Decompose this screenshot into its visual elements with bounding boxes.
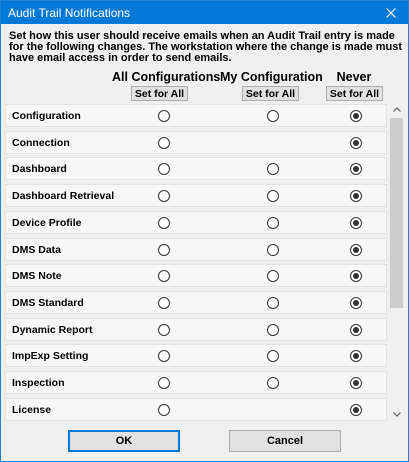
list-item bbox=[5, 104, 387, 127]
chevron-down-icon bbox=[393, 412, 401, 417]
column-header-never: Never bbox=[336, 70, 372, 84]
row-label: Inspection bbox=[12, 377, 65, 389]
row-label: Configuration bbox=[12, 110, 81, 122]
radio-all-configurations[interactable] bbox=[158, 163, 170, 175]
radio-never[interactable] bbox=[350, 190, 362, 202]
radio-never[interactable] bbox=[350, 244, 362, 256]
list-item bbox=[5, 184, 387, 207]
list-item bbox=[5, 238, 387, 261]
radio-my-configuration[interactable] bbox=[267, 190, 279, 202]
row-label: Dashboard bbox=[12, 163, 67, 176]
scroll-down-button[interactable] bbox=[388, 406, 405, 423]
row-label: Dynamic Report bbox=[12, 323, 93, 336]
list-item bbox=[5, 264, 387, 287]
list-item bbox=[5, 318, 387, 341]
radio-all-configurations[interactable] bbox=[158, 324, 170, 336]
scroll-up-button[interactable] bbox=[388, 101, 405, 118]
scroll-thumb[interactable] bbox=[390, 118, 403, 308]
radio-never[interactable] bbox=[350, 324, 362, 336]
radio-never[interactable] bbox=[350, 217, 362, 229]
radio-all-configurations[interactable] bbox=[158, 377, 170, 389]
radio-never[interactable] bbox=[350, 377, 362, 389]
list-item bbox=[5, 344, 387, 367]
radio-all-configurations[interactable] bbox=[158, 297, 170, 309]
radio-my-configuration[interactable] bbox=[267, 377, 279, 389]
radio-all-configurations[interactable] bbox=[158, 270, 170, 282]
list-item bbox=[5, 131, 387, 154]
radio-all-configurations[interactable] bbox=[158, 110, 170, 122]
list-item bbox=[5, 371, 387, 394]
row-label: License bbox=[12, 403, 52, 416]
set-all-never-button[interactable]: Set for All bbox=[326, 86, 383, 101]
radio-all-configurations[interactable] bbox=[158, 244, 170, 256]
radio-my-configuration[interactable] bbox=[267, 324, 279, 336]
cancel-button[interactable]: Cancel bbox=[229, 430, 341, 452]
radio-my-configuration[interactable] bbox=[267, 297, 279, 309]
notification-list bbox=[5, 101, 388, 422]
radio-all-configurations[interactable] bbox=[158, 217, 170, 229]
list-item bbox=[5, 211, 387, 234]
radio-my-configuration[interactable] bbox=[267, 163, 279, 175]
ok-button[interactable]: OK bbox=[68, 430, 180, 452]
radio-never[interactable] bbox=[350, 297, 362, 309]
radio-my-configuration[interactable] bbox=[267, 110, 279, 122]
set-all-my-configuration-button[interactable]: Set for All bbox=[242, 86, 299, 101]
radio-all-configurations[interactable] bbox=[158, 137, 170, 149]
list-item bbox=[5, 291, 387, 314]
radio-my-configuration[interactable] bbox=[267, 244, 279, 256]
column-header-my-configuration: My Configuration bbox=[220, 70, 323, 84]
radio-my-configuration[interactable] bbox=[267, 270, 279, 282]
list-item bbox=[5, 157, 387, 180]
close-button[interactable] bbox=[374, 1, 408, 24]
list-item bbox=[5, 398, 387, 421]
radio-all-configurations[interactable] bbox=[158, 350, 170, 362]
title-bar bbox=[1, 1, 408, 24]
radio-never[interactable] bbox=[350, 137, 362, 149]
radio-all-configurations[interactable] bbox=[158, 404, 170, 416]
radio-never[interactable] bbox=[350, 270, 362, 282]
column-header-all-configurations: All Configurations bbox=[112, 70, 221, 84]
radio-never[interactable] bbox=[350, 404, 362, 416]
radio-never[interactable] bbox=[350, 110, 362, 122]
row-label: DMS Standard bbox=[12, 296, 84, 309]
radio-my-configuration[interactable] bbox=[267, 217, 279, 229]
close-icon bbox=[386, 8, 396, 18]
radio-my-configuration[interactable] bbox=[267, 350, 279, 362]
row-label: Dashboard Retrieval bbox=[12, 190, 115, 203]
radio-all-configurations[interactable] bbox=[158, 190, 170, 202]
row-label: DMS Note bbox=[12, 270, 62, 283]
radio-never[interactable] bbox=[350, 350, 362, 362]
row-label: DMS Data bbox=[12, 243, 62, 256]
window-title: Audit Trail Notifications bbox=[8, 6, 131, 20]
row-label: Connection bbox=[12, 136, 70, 149]
description-text: Set how this user should receive emails when an Audit Trail entry is made for the following changes. The workstation where the change is made must have email access in order to send emails. bbox=[9, 30, 403, 64]
set-all-configurations-button[interactable]: Set for All bbox=[131, 86, 188, 101]
row-label: Device Profile bbox=[12, 216, 82, 229]
radio-never[interactable] bbox=[350, 163, 362, 175]
vertical-scrollbar[interactable] bbox=[388, 101, 405, 423]
row-label: ImpExp Setting bbox=[12, 350, 89, 363]
chevron-up-icon bbox=[393, 107, 401, 112]
